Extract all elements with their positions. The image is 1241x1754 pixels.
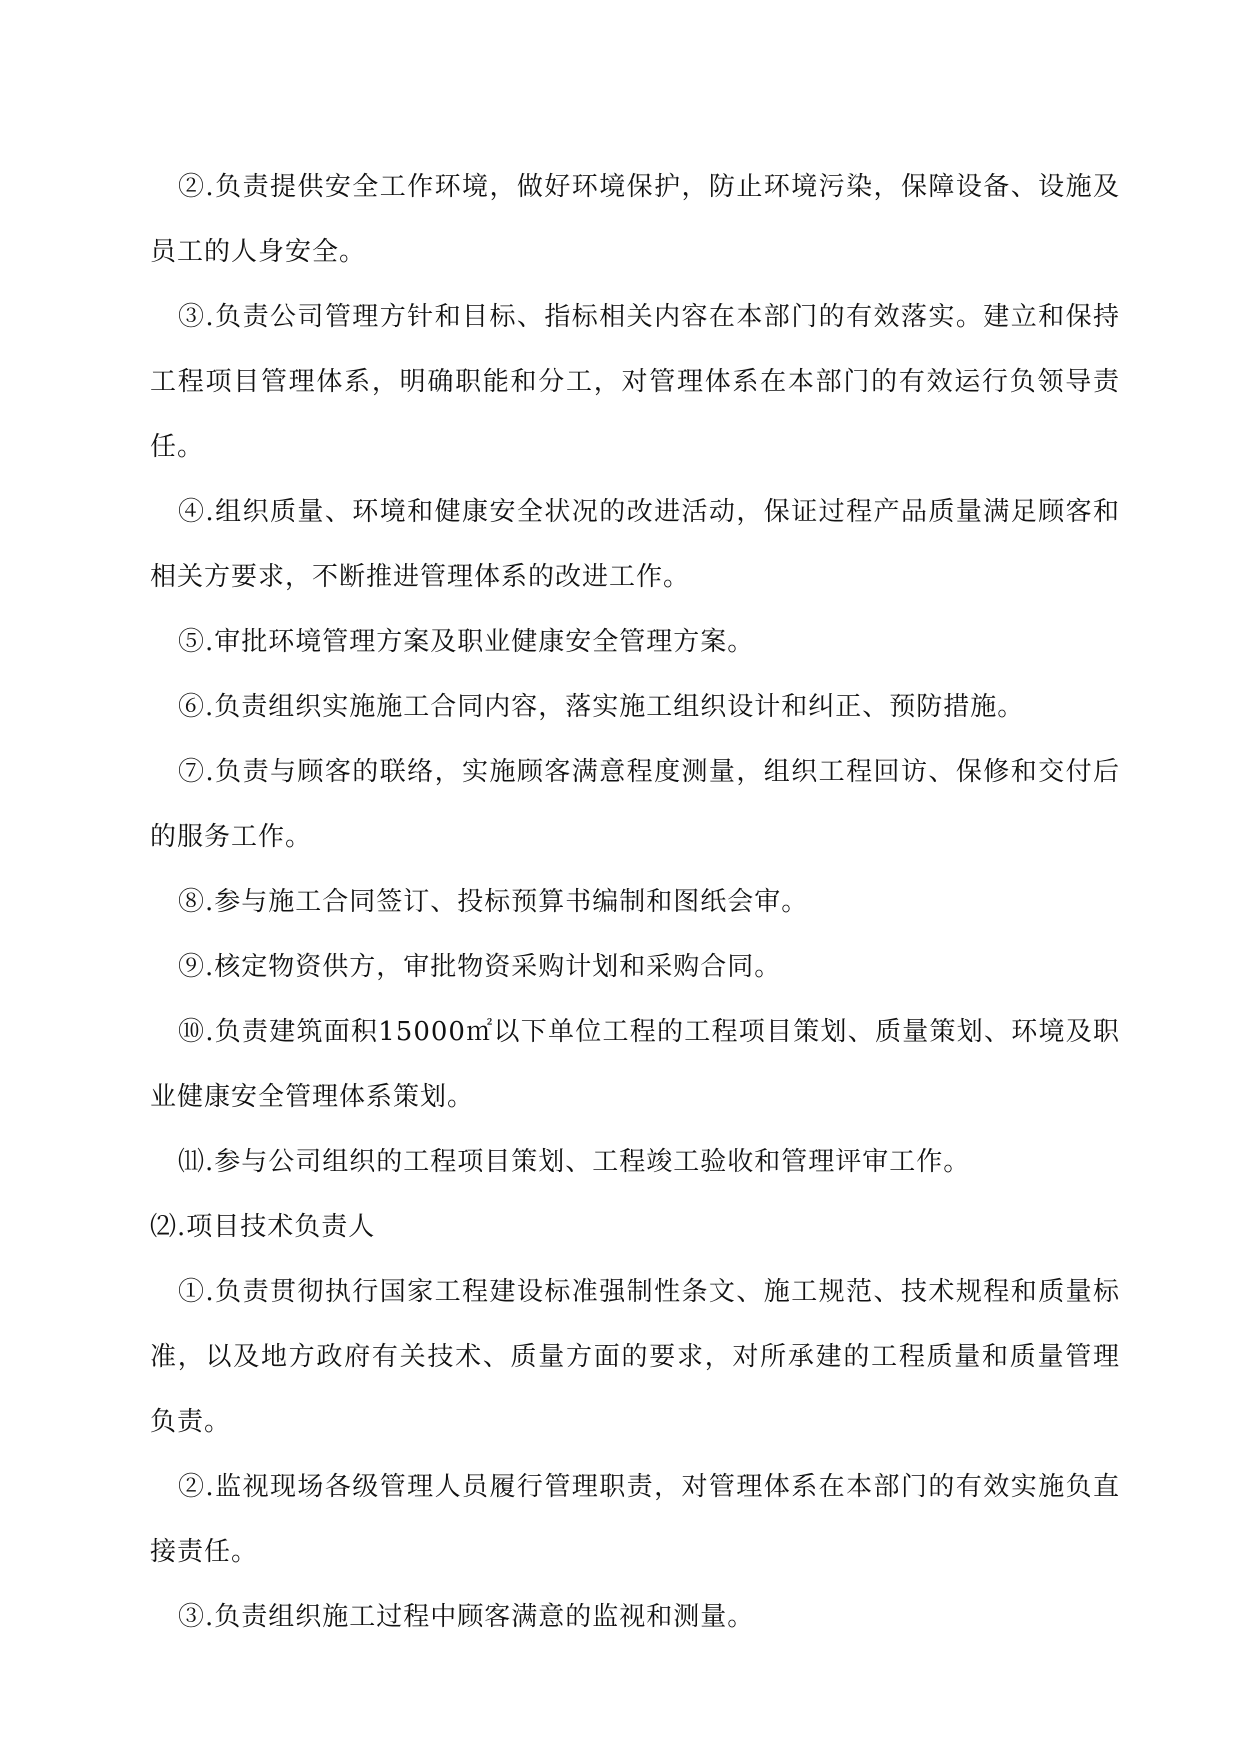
paragraph-item-3b: ③.负责组织施工过程中顾客满意的监视和测量。 <box>178 1602 755 1632</box>
paragraph-item-11: ⑾.参与公司组织的工程项目策划、工程竣工验收和管理评审工作。 <box>178 1147 971 1177</box>
paragraph-item-10: ⑩.负责建筑面积15000㎡以下单位工程的工程项目策划、质量策划、环境及职业健康安全管理体系策划。 <box>150 1017 1120 1112</box>
paragraph-item-4: ④.组织质量、环境和健康安全状况的改进活动，保证过程产品质量满足顾客和相关方要求，不断推进管理体系的改进工作。 <box>150 497 1120 592</box>
paragraph-item-8: ⑧.参与施工合同签订、投标预算书编制和图纸会审。 <box>178 887 809 917</box>
paragraph-item-9: ⑨.核定物资供方，审批物资采购计划和采购合同。 <box>178 952 782 982</box>
document-body <box>150 155 1120 1650</box>
paragraph-item-7: ⑦.负责与顾客的联络，实施顾客满意程度测量，组织工程回访、保修和交付后的服务工作。 <box>150 757 1120 852</box>
paragraph-item-2: ②.负责提供安全工作环境，做好环境保护，防止环境污染，保障设备、设施及员工的人身安全。 <box>150 172 1120 267</box>
paragraph-item-3: ③.负责公司管理方针和目标、指标相关内容在本部门的有效落实。建立和保持工程项目管理体系，明确职能和分工，对管理体系在本部门的有效运行负领导责任。 <box>150 302 1120 462</box>
paragraph-item-2b: ②.监视现场各级管理人员履行管理职责，对管理体系在本部门的有效实施负直接责任。 <box>150 1472 1120 1567</box>
section-heading: ⑵.项目技术负责人 <box>150 1212 376 1242</box>
paragraph-item-5: ⑤.审批环境管理方案及职业健康安全管理方案。 <box>178 627 755 657</box>
paragraph-item-1: ①.负责贯彻执行国家工程建设标准强制性条文、施工规范、技术规程和质量标准，以及地方政府有关技术、质量方面的要求，对所承建的工程质量和质量管理负责。 <box>150 1277 1120 1437</box>
paragraph-item-6: ⑥.负责组织实施施工合同内容，落实施工组织设计和纠正、预防措施。 <box>178 692 1025 722</box>
